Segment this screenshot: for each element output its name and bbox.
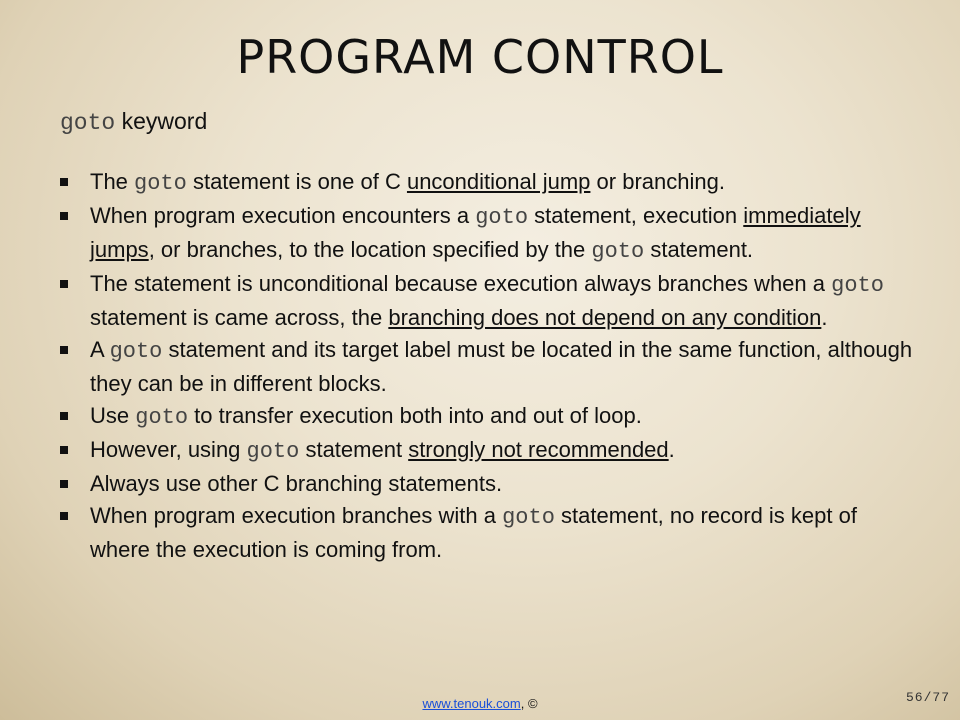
bullet-text: statement is came across, the (90, 305, 389, 330)
bullet-text: When program execution encounters a (90, 203, 476, 228)
bullet-text: statement is one of C (186, 169, 407, 194)
underlined-text: branching does not depend on any condition (388, 305, 822, 330)
square-bullet-icon (60, 480, 68, 488)
bullet-item (48, 400, 918, 434)
bullet-text: statement and its target label must be located in the same function, although they can be in different blocks. (90, 337, 913, 396)
bullet-text: statement. (644, 237, 754, 262)
square-bullet-icon (60, 512, 68, 520)
bullet-text: to transfer execution both into and out of loop. (188, 403, 642, 428)
code-keyword: goto (109, 339, 163, 364)
bullet-text: statement, execution (528, 203, 744, 228)
page-number: 56/77 (905, 690, 950, 705)
bullet-list (48, 166, 918, 566)
square-bullet-icon (60, 446, 68, 454)
bullet-text: or branching. (590, 169, 725, 194)
bullet-text: statement (299, 437, 409, 462)
bullet-item (48, 268, 918, 334)
bullet-item (48, 434, 918, 468)
bullet-text: . (821, 305, 828, 330)
bullet-item (48, 166, 918, 200)
code-keyword: goto (591, 239, 645, 264)
bullet-text: The (90, 169, 135, 194)
underlined-text: strongly not recommended (408, 437, 669, 462)
footer-copyright: , © (520, 696, 538, 711)
bullet-item (48, 200, 918, 268)
square-bullet-icon (60, 212, 68, 220)
bullet-text: When program execution branches with a (90, 503, 503, 528)
bullet-item (48, 500, 918, 566)
bullet-text: However, using (90, 437, 247, 462)
bullet-item (48, 468, 918, 500)
code-keyword: goto (246, 439, 300, 464)
bullet-text: statement, no record is kept of where the execution is coming from. (90, 503, 857, 562)
bullet-text: , or branches, to the location specified by the (148, 237, 592, 262)
bullet-text: The statement is unconditional because execution always branches when a (90, 271, 832, 296)
footer-link[interactable]: www.tenouk.com (422, 696, 521, 711)
bullet-text: . (668, 437, 675, 462)
code-keyword: goto (135, 405, 189, 430)
subtitle-text: keyword (115, 108, 208, 134)
subtitle-code: goto (60, 110, 116, 136)
underlined-text: immediately jumps (90, 203, 861, 262)
bullet-text: Always use other C branching statements. (90, 471, 503, 496)
underlined-text: unconditional jump (406, 169, 591, 194)
slide-subtitle (60, 108, 207, 136)
bullet-item (48, 334, 918, 400)
code-keyword: goto (475, 205, 529, 230)
square-bullet-icon (60, 178, 68, 186)
code-keyword: goto (502, 505, 555, 530)
slide-title: PROGRAM CONTROL (236, 30, 724, 84)
square-bullet-icon (60, 346, 68, 354)
footer (0, 696, 960, 711)
square-bullet-icon (60, 412, 68, 420)
code-keyword: goto (831, 273, 884, 298)
code-keyword: goto (134, 171, 187, 196)
bullet-text: A (90, 337, 110, 362)
bullet-text: Use (90, 403, 136, 428)
square-bullet-icon (60, 280, 68, 288)
